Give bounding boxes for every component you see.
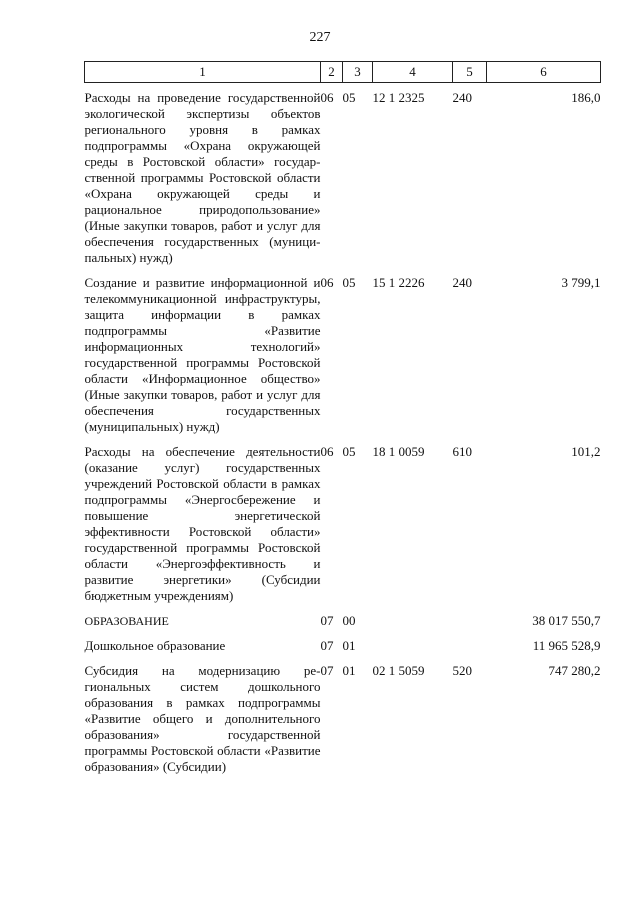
header-col-4: 4 — [373, 62, 453, 83]
row-section: 06 — [320, 444, 334, 459]
header-col-2: 2 — [321, 62, 343, 83]
row-name: Субсидия на модернизацию региональных систем дошкольного образования в рамках подпрограммы «Развитие общего и дополнительного образования» государственной программы Ростовской области «Развитие образования» (Субсидии) — [84, 663, 321, 774]
row-subsection: 05 — [342, 275, 356, 290]
header-col-5: 5 — [453, 62, 487, 83]
header-col-6: 6 — [487, 62, 601, 83]
row-subsection: 05 — [342, 444, 356, 459]
row-subsection: 00 — [342, 613, 356, 628]
table-row — [85, 613, 601, 629]
table-row — [85, 275, 601, 435]
row-amount: 747 280,2 — [548, 663, 601, 678]
header-col-1: 1 — [85, 62, 321, 83]
header-col-3: 3 — [343, 62, 373, 83]
row-amount: 3 799,1 — [561, 275, 601, 290]
row-expense-type — [453, 613, 487, 629]
row-subsection: 01 — [342, 638, 356, 653]
row-name: Дошкольное образование — [84, 638, 226, 653]
spacer — [85, 629, 601, 638]
row-target-code: 02 1 5059 — [372, 663, 425, 678]
table-row — [85, 444, 601, 604]
row-subsection: 05 — [342, 90, 356, 105]
table-row — [85, 663, 601, 775]
row-name: Расходы на проведение государственной экологической экспертизы объектов регионального уровня в рамках подпрограммы «Охрана окружающей среды в Ростовской области» государственной программы Ростовской области «Охрана окружающей среды и рациональное природопользование» (Иные закупки товаров, работ и услуг для обеспечения государственных (муниципальных) нужд) — [84, 90, 321, 265]
row-target-code: 12 1 2325 — [372, 90, 425, 105]
row-amount: 101,2 — [571, 444, 601, 459]
row-section: 07 — [320, 638, 334, 653]
spacer — [85, 604, 601, 613]
spacer — [85, 83, 601, 91]
row-section: 06 — [320, 275, 334, 290]
row-section: 06 — [320, 90, 334, 105]
spacer — [85, 654, 601, 663]
row-target-code — [373, 638, 453, 654]
row-name: Создание и развитие информационной и телекоммуникационной инфраструктуры, защита информации в рамках подпрограммы «Развитие информационных технологий» государственной программы Ростовской области «Информационное общество» (Иные закупки товаров, работ и услуг для обеспечения государственных (муниципальных) нужд) — [84, 275, 321, 434]
spacer — [85, 266, 601, 275]
row-section: 07 — [320, 613, 334, 628]
row-target-code: 15 1 2226 — [372, 275, 425, 290]
row-name: ОБРАЗОВАНИЕ — [84, 614, 169, 628]
row-target-code: 18 1 0059 — [372, 444, 425, 459]
row-expense-type: 610 — [452, 444, 472, 459]
row-name: Расходы на обеспечение деятельности (оказание услуг) государственных учреждений Ростовской области в рамках подпрограммы «Энергосбережение и повышение энергетической эффективности Ростовской области» государственной программы Ростовской области «Энергоэффективность и развитие энергетики» (Субсидии бюджетным учреждениям) — [84, 444, 321, 603]
spacer — [85, 435, 601, 444]
row-expense-type: 520 — [452, 663, 472, 678]
row-amount: 38 017 550,7 — [532, 613, 601, 628]
row-amount: 186,0 — [571, 90, 601, 105]
row-amount: 11 965 528,9 — [532, 638, 601, 653]
budget-table — [84, 61, 601, 775]
table-header-row — [85, 62, 601, 83]
table-row — [85, 638, 601, 654]
row-subsection: 01 — [342, 663, 356, 678]
row-expense-type: 240 — [452, 90, 472, 105]
row-expense-type: 240 — [452, 275, 472, 290]
row-section: 07 — [320, 663, 334, 678]
table-row — [85, 90, 601, 266]
row-expense-type — [453, 638, 487, 654]
row-target-code — [373, 613, 453, 629]
page-number: 227 — [309, 30, 331, 45]
